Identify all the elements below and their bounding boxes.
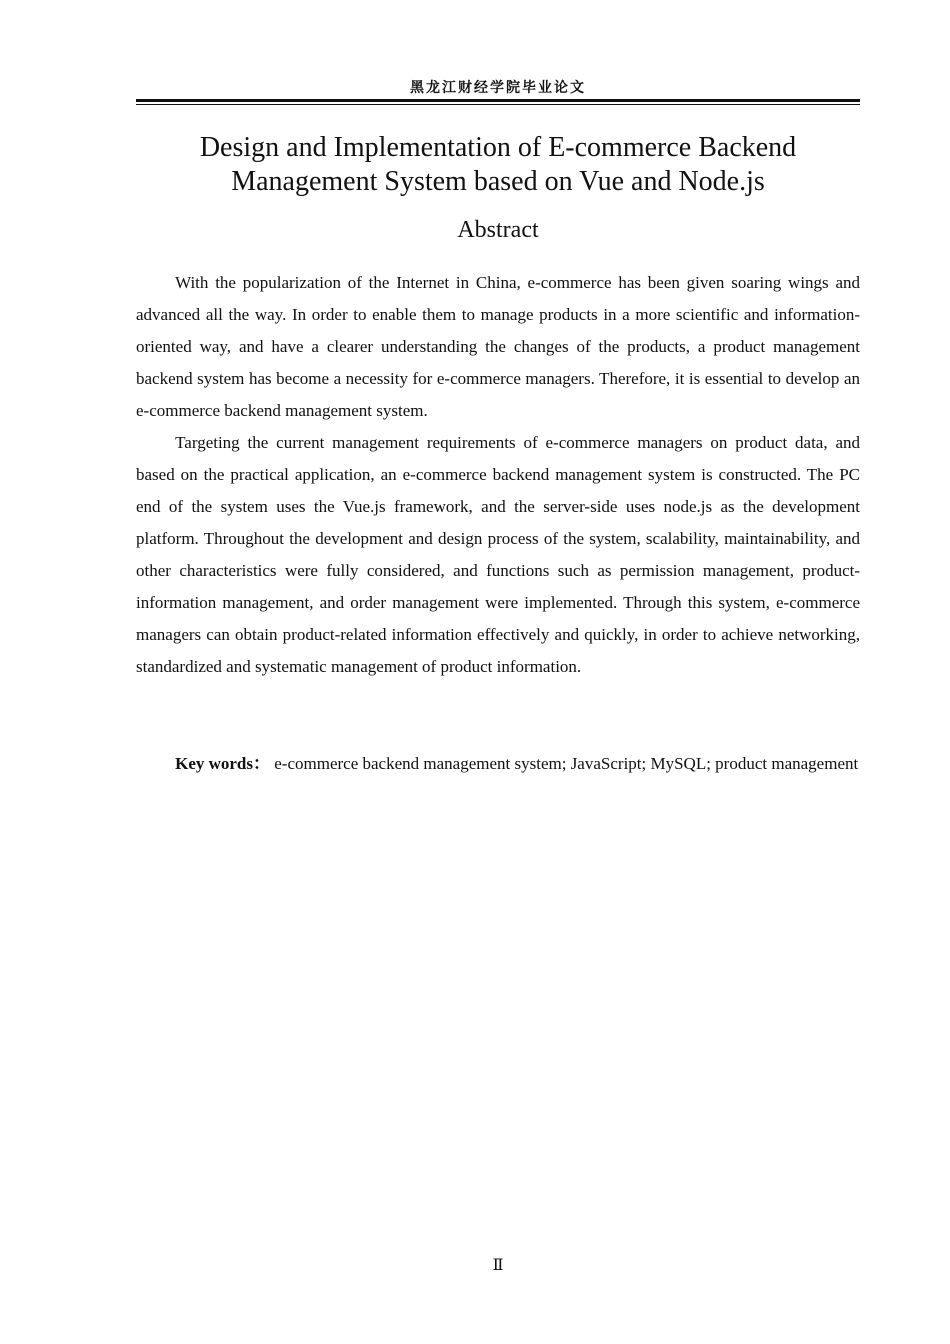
- paper-title-line1: Design and Implementation of E-commerce Backend: [199, 132, 797, 163]
- keywords-text: e-commerce backend management system; JavaScript; MySQL; product management: [270, 754, 859, 773]
- paper-title-line2: Management System based on Vue and Node.js: [231, 166, 765, 197]
- abstract-paragraph-2: Targeting the current management requirements of e-commerce managers on product data, and based on the practical application, an e-commerce backend management system is constructed. The PC end of the system uses the Vue.js framework, and the server-side uses node.js as the development platform. Throughout the development and design process of the system, scalability, maintainability, and other characteristics were fully considered, and functions such as permission management, product-information management, and order management were implemented. Through this system, e-commerce managers can obtain product-related information effectively and quickly, in order to achieve networking, standardized and systematic management of product information.: [136, 433, 860, 676]
- running-header: 黑龙江财经学院毕业论文: [410, 80, 586, 96]
- abstract-heading: Abstract: [457, 217, 539, 243]
- page-number: Ⅱ: [492, 1257, 504, 1274]
- keywords-label: Key words：: [175, 754, 271, 773]
- abstract-body: [136, 267, 860, 683]
- abstract-paragraph-1: With the popularization of the Internet in China, e-commerce has been given soaring wings and advanced all the way. In order to enable them to manage products in a more scientific and information-oriented way, and have a clearer understanding the changes of the products, a product management backend system has become a necessity for e-commerce managers. Therefore, it is essential to develop an e-commerce backend management system.: [136, 273, 860, 420]
- keywords: [136, 748, 860, 780]
- paper-title: [136, 131, 860, 199]
- header-rule-thin: [136, 104, 860, 105]
- header-rule-thick: [136, 99, 860, 102]
